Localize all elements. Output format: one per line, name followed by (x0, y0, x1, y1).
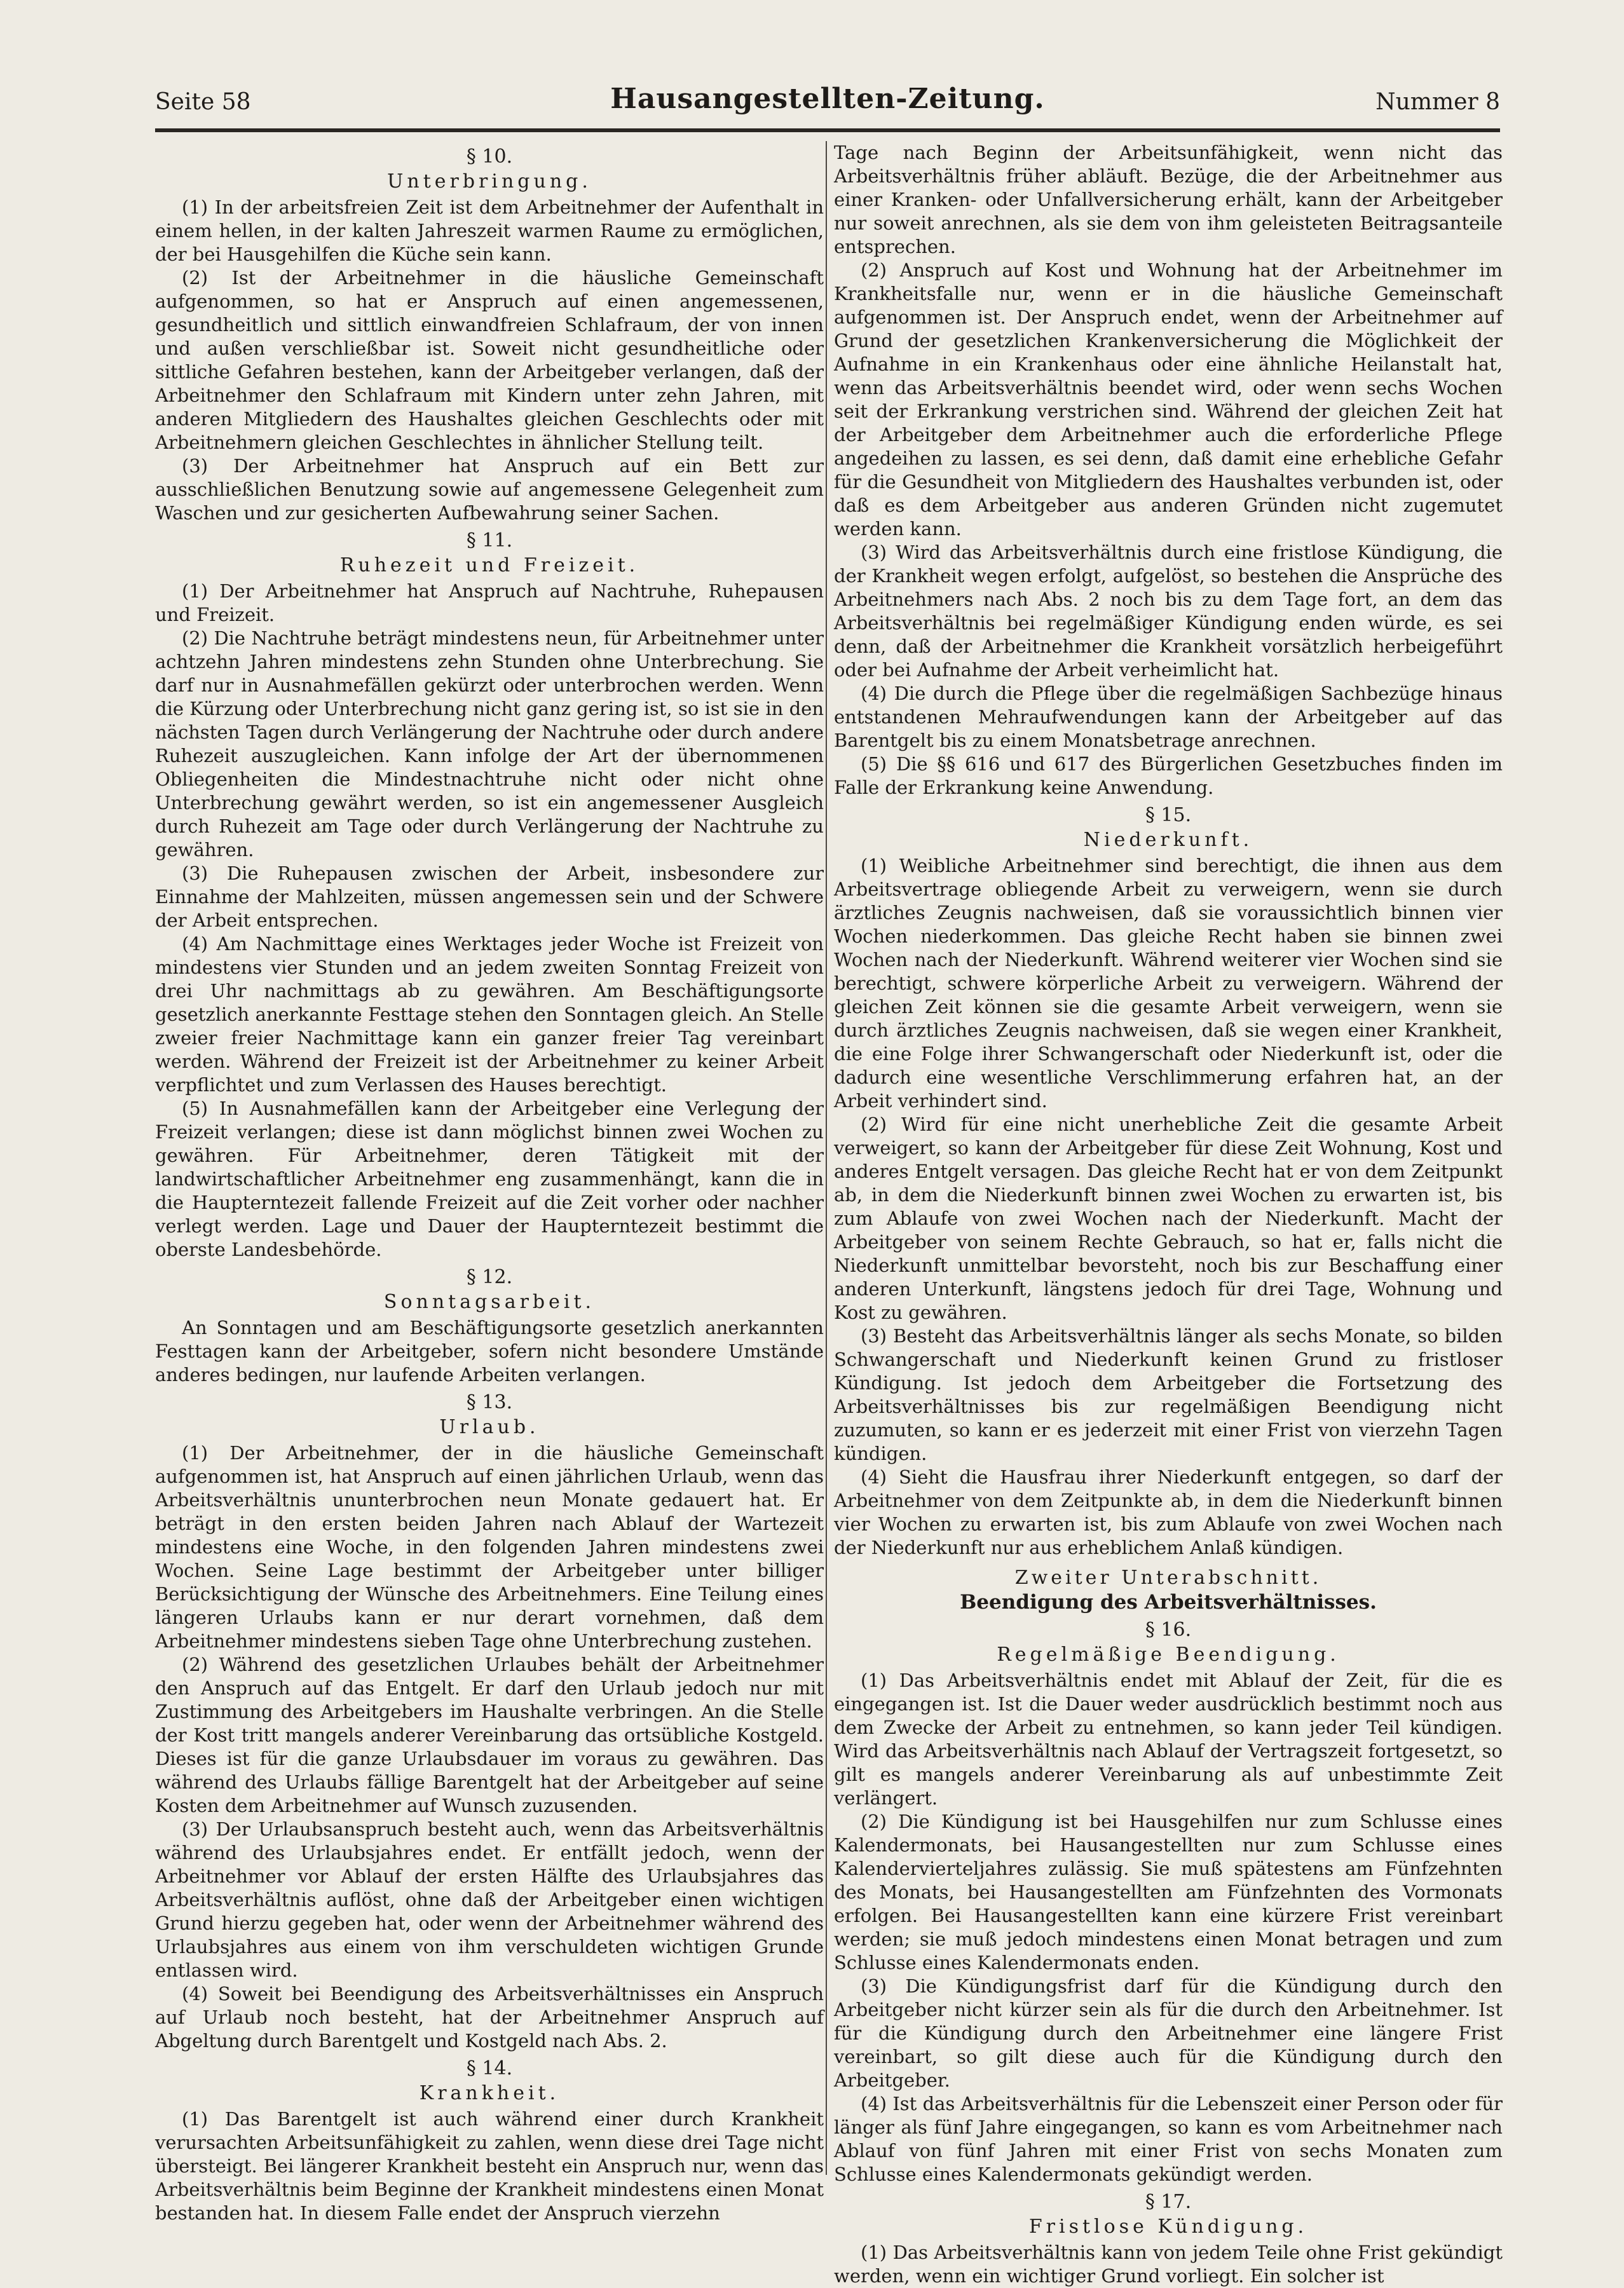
section-11-paragraph-5: (5) In Ausnahmefällen kann der Arbeitgeber eine Verlegung der Freizeit verlangen; diese ist dann möglichst binnen zwei Wochen zu gewähren. Für Arbeitnehmer, deren Tätigkeit mit der landwirtschaftlicher Arbeitnehmer eng zusammenhängt, kann die in die Haupterntezeit fallende Freizeit auf die Zeit vorher oder nachher verlegt werden. Lage und Dauer der Haupterntezeit bestimmt die oberste Landesbehörde. (155, 1098, 824, 1260)
section-17-title: Fristlose Kündigung. (1028, 2216, 1308, 2238)
section-15-title: Niederkunft. (1083, 829, 1253, 851)
section-14-paragraph-2: (2) Anspruch auf Kost und Wohnung hat der Arbeitnehmer im Krankheitsfalle nur, wenn er in die häusliche Gemeinschaft aufgenommen ist. Der Anspruch endet, wenn der Arbeitnehmer auf Grund der gesetzlichen Krankenversicherung die Möglichkeit der Aufnahme in ein Krankenhaus oder eine ähnliche Heilanstalt hat, wenn das Arbeitsverhältnis beendet wird, oder wenn sechs Wochen seit der Erkrankung verstrichen sind. Während der gleichen Zeit hat der Arbeitgeber dem Arbeitnehmer auch die erforderliche Pflege angedeihen zu lassen, es sei denn, daß damit eine erhebliche Gefahr für die Gesundheit von Mitgliedern des Haushaltes verbunden ist, oder daß es dem Arbeitgeber aus anderen Gründen nicht zugemutet werden kann. (834, 259, 1503, 540)
section-14-paragraph-4: (4) Die durch die Pflege über die regelmäßigen Sachbezüge hinaus entstandenen Mehraufwendungen kann der Arbeitgeber auf das Barentgelt bis zu einem Monatsbetrage anrechnen. (834, 683, 1503, 751)
section-15-number: § 15. (1145, 804, 1192, 826)
section-14-title: Krankheit. (419, 2082, 560, 2104)
section-16-number: § 16. (1145, 1619, 1192, 1641)
section-15-paragraph-4: (4) Sieht die Hausfrau ihrer Niederkunft entgegen, so darf der Arbeitnehmer von dem Zeitpunkte ab, in dem die Niederkunft binnen vier Wochen zu erwarten ist, bis zum Ablaufe von zwei Wochen nach der Niederkunft nur aus erheblichem Anlaß kündigen. (834, 1466, 1503, 1558)
section-15-paragraph-2: (2) Wird für eine nicht unerhebliche Zeit die gesamte Arbeit verweigert, so kann der Arbeitgeber für diese Zeit Wohnung, Kost und anderes Entgelt versagen. Das gleiche Recht hat er von dem Zeitpunkt ab, in dem die Niederkunft binnen zwei Wochen zu erwarten ist, bis zum Ablaufe von zwei Wochen nach der Niederkunft. Macht der Arbeitgeber von seinem Rechte Gebrauch, so hat er, falls nicht die Niederkunft unmittelbar bevorsteht, noch bis zur Beschaffung einer anderen Unterkunft, längstens jedoch für drei Tage, Wohnung und Kost zu gewähren. (834, 1113, 1503, 1323)
section-14-paragraph-5: (5) Die §§ 616 und 617 des Bürgerlichen Gesetzbuches finden im Falle der Erkrankung keine Anwendung. (834, 753, 1503, 798)
section-17-number: § 17. (1145, 2191, 1192, 2213)
section-11-paragraph-1: (1) Der Arbeitnehmer hat Anspruch auf Nachtruhe, Ruhepausen und Freizeit. (155, 580, 824, 625)
section-13-paragraph-4: (4) Soweit bei Beendigung des Arbeitsverhältnisses ein Anspruch auf Urlaub noch besteht, hat der Arbeitnehmer Anspruch auf Abgeltung durch Barentgelt und Kostgeld nach Abs. 2. (155, 1983, 824, 2052)
header-rule (155, 128, 1500, 132)
section-17-paragraph-1: (1) Das Arbeitsverhältnis kann von jedem Teile ohne Frist gekündigt werden, wenn ein wichtiger Grund vorliegt. Ein solcher ist (834, 2242, 1503, 2287)
page-number: Seite 58 (155, 89, 251, 115)
masthead-title: Hausangestellten-Zeitung. (610, 83, 1045, 115)
page-header (155, 81, 1500, 119)
section-11-paragraph-3: (3) Die Ruhepausen zwischen der Arbeit, insbesondere zur Einnahme der Mahlzeiten, müssen angemessen sein und der Schwere der Arbeit entsprechen. (155, 862, 824, 931)
section-16-title: Regelmäßige Beendigung. (997, 1644, 1340, 1666)
section-10-paragraph-1: (1) In der arbeitsfreien Zeit ist dem Arbeitnehmer der Aufenthalt in einem hellen, in der kalten Jahreszeit warmen Raume zu ermöglichen, der bei Hausgehilfen die Küche sein kann. (155, 196, 824, 265)
section-11-paragraph-2: (2) Die Nachtruhe beträgt mindestens neun, für Arbeitnehmer unter achtzehn Jahren mindestens zehn Stunden ohne Unterbrechung. Sie darf nur in Ausnahmefällen gekürzt oder unterbrochen werden. Wenn die Kürzung oder Unterbrechung nicht ganz gering ist, so ist sie in den nächsten Tagen durch Verlängerung der Nachtruhe oder durch andere Ruhezeit auszugleichen. Kann infolge der Art der übernommenen Obliegenheiten die Mindestnachtruhe nicht oder nicht ohne Unterbrechung gewährt werden, so ist ein angemessener Ausgleich durch Ruhezeit am Tage oder durch Verlängerung der Nachtruhe zu gewähren. (155, 627, 824, 861)
section-13-title: Urlaub. (439, 1416, 540, 1438)
issue-number: Nummer 8 (1375, 89, 1500, 115)
section-13-paragraph-2: (2) Während des gesetzlichen Urlaubes behält der Arbeitnehmer den Anspruch auf das Entgelt. Er darf den Urlaub jedoch nur mit Zustimmung des Arbeitgebers im Haushalte verbringen. An die Stelle der Kost tritt mangels anderer Vereinbarung das ortsübliche Kostgeld. Dieses ist für die ganze Urlaubsdauer im voraus zu gewähren. Das während des Urlaubs fällige Barentgelt hat der Arbeitgeber auf seine Kosten dem Arbeitnehmer auf Wunsch zuzusenden. (155, 1654, 824, 1816)
section-10-title: Unterbringung. (387, 170, 592, 193)
section-11-paragraph-4: (4) Am Nachmittage eines Werktages jeder Woche ist Freizeit von mindestens vier Stunden und an jedem zweiten Sonntag Freizeit von drei Uhr nachmittags ab zu gewähren. Am Beschäftigungsorte gesetzlich anerkannte Festtage stehen den Sonntagen gleich. An Stelle zweier freier Nachmittage kann ein ganzer freier Tag vereinbart werden. Während der Freizeit ist der Arbeitnehmer zu keiner Arbeit verpflichtet und zum Verlassen des Hauses berechtigt. (155, 933, 824, 1096)
section-12-number: § 12. (466, 1266, 513, 1288)
right-column (834, 141, 1503, 2287)
section-13-paragraph-3: (3) Der Urlaubsanspruch besteht auch, wenn das Arbeitsverhältnis während des Urlaubsjahres endet. Er entfällt jedoch, wenn der Arbeitnehmer vor Ablauf der ersten Hälfte des Urlaubsjahres das Arbeitsverhältnis auflöst, ohne daß der Arbeitgeber einen wichtigen Grund hierzu gegeben hat, oder wenn der Arbeitnehmer während des Urlaubsjahres aus einem von ihm verschuldeten wichtigen Grunde entlassen wird. (155, 1818, 824, 1981)
section-12-paragraph-1: An Sonntagen und am Beschäftigungsorte gesetzlich anerkannten Festtagen kann der Arbeitgeber, sofern nicht besondere Umstände anderes bedingen, nur laufende Arbeiten verlangen. (155, 1317, 824, 1386)
section-11-number: § 11. (466, 529, 513, 552)
section-12-title: Sonntagsarbeit. (383, 1291, 596, 1313)
section-15-paragraph-1: (1) Weibliche Arbeitnehmer sind berechtigt, die ihnen aus dem Arbeitsvertrage obliegende Arbeit zu verweigern, wenn sie durch ärztliches Zeugnis nachweisen, daß sie voraussichtlich binnen vier Wochen niederkommen. Das gleiche Recht haben sie binnen zwei Wochen nach der Niederkunft. Während weiterer vier Wochen sind sie berechtigt, schwere körperliche Arbeit zu verweigern. Während der gleichen Zeit können sie die gesamte Arbeit verweigern, wenn sie durch ärztliches Zeugnis nachweisen, daß sie wegen einer Krankheit, die eine Folge ihrer Schwangerschaft oder Niederkunft ist, oder die dadurch eine wesentliche Verschlimmerung erfahren hat, an der Arbeit verhindert sind. (834, 855, 1503, 1112)
section-14-paragraph-1-continued: Tage nach Beginn der Arbeitsunfähigkeit, wenn nicht das Arbeitsverhältnis früher abläuft. Bezüge, die der Arbeitnehmer aus einer Kranken- oder Unfallversicherung erhält, kann der Arbeitgeber nur soweit anrechnen, als sie dem von ihm geleisteten Beitragsanteile entsprechen. (834, 142, 1503, 257)
subsection-heading: Zweiter Unterabschnitt. (1014, 1567, 1322, 1589)
section-16-paragraph-2: (2) Die Kündigung ist bei Hausgehilfen nur zum Schlusse eines Kalendermonats, bei Hausangestellten nur zum Schlusse eines Kalendervierteljahres zulässig. Sie muß spätestens am Fünfzehnten des Monats, bei Hausangestellten am Fünfzehnten des Vormonats erfolgen. Bei Hausangestellten kann eine kürzere Frist vereinbart werden; sie muß jedoch mindestens einen Monat betragen und zum Schlusse eines Kalendermonats enden. (834, 1811, 1503, 1973)
section-16-paragraph-1: (1) Das Arbeitsverhältnis endet mit Ablauf der Zeit, für die es eingegangen ist. Ist die Dauer weder ausdrücklich bestimmt noch aus dem Zwecke der Arbeit zu entnehmen, so kann jeder Teil kündigen. Wird das Arbeitsverhältnis nach Ablauf der Vertragszeit fortgesetzt, so gilt es mangels anderer Vereinbarung als auf unbestimmte Zeit verlängert. (834, 1670, 1503, 1809)
section-14-paragraph-1: (1) Das Barentgelt ist auch während einer durch Krankheit verursachten Arbeitsunfähigkeit zu zahlen, wenn diese drei Tage nicht übersteigt. Bei längerer Krankheit besteht ein Anspruch nur, wenn das Arbeitsverhältnis beim Beginne der Krankheit mindestens einen Monat bestanden hat. In diesem Falle endet der Anspruch vierzehn (155, 2108, 824, 2224)
section-16-paragraph-4: (4) Ist das Arbeitsverhältnis für die Lebenszeit einer Person oder für länger als fünf Jahre eingegangen, so kann es vom Arbeitnehmer nach Ablauf von fünf Jahren mit einer Frist von sechs Monaten zum Schlusse eines Kalendermonats gekündigt werden. (834, 2093, 1503, 2185)
column-divider (826, 141, 827, 2175)
section-14-paragraph-3: (3) Wird das Arbeitsverhältnis durch eine fristlose Kündigung, die der Krankheit wegen erfolgt, aufgelöst, so bestehen die Ansprüche des Arbeitnehmers nach Abs. 2 noch bis zu dem Tage fort, an dem das Arbeitsverhältnis bei regelmäßiger Kündigung enden würde, es sei denn, daß der Arbeitnehmer die Krankheit vorsätzlich herbeigeführt oder bei Aufnahme der Arbeit verheimlicht hat. (834, 541, 1503, 681)
section-13-paragraph-1: (1) Der Arbeitnehmer, der in die häusliche Gemeinschaft aufgenommen ist, hat Anspruch auf einen jährlichen Urlaub, wenn das Arbeitsverhältnis ununterbrochen neun Monate gedauert hat. Er beträgt in den ersten beiden Jahren nach Ablauf der Wartezeit mindestens eine Woche, in den folgenden Jahren mindestens zwei Wochen. Seine Lage bestimmt der Arbeitgeber unter billiger Berücksichtigung der Wünsche des Arbeitnehmers. Eine Teilung eines längeren Urlaubs kann er nur derart vornehmen, daß dem Arbeitnehmer mindestens sieben Tage ohne Unterbrechung zustehen. (155, 1442, 824, 1652)
section-15-paragraph-3: (3) Besteht das Arbeitsverhältnis länger als sechs Monate, so bilden Schwangerschaft und Niederkunft keinen Grund zu fristloser Kündigung. Ist jedoch dem Arbeitgeber die Fortsetzung des Arbeitsverhältnisses bis zur regelmäßigen Beendigung nicht zuzumuten, so kann er es jederzeit mit einer Frist von vierzehn Tagen kündigen. (834, 1325, 1503, 1464)
section-10-number: § 10. (466, 146, 513, 168)
section-11-title: Ruhezeit und Freizeit. (339, 554, 639, 576)
section-16-paragraph-3: (3) Die Kündigungsfrist darf für die Kündigung durch den Arbeitgeber nicht kürzer sein als für die durch den Arbeitnehmer. Ist für die Kündigung durch den Arbeitnehmer eine längere Frist vereinbart, so gilt diese auch für die Kündigung durch den Arbeitgeber. (834, 1975, 1503, 2091)
section-10-paragraph-3: (3) Der Arbeitnehmer hat Anspruch auf ein Bett zur ausschließlichen Benutzung sowie auf angemessene Gelegenheit zum Waschen und zur gesicherten Aufbewahrung seiner Sachen. (155, 455, 824, 524)
section-13-number: § 13. (466, 1391, 513, 1413)
subsection-subtitle: Beendigung des Arbeitsverhältnisses. (960, 1591, 1377, 1614)
section-10-paragraph-2: (2) Ist der Arbeitnehmer in die häusliche Gemeinschaft aufgenommen, so hat er Anspruch auf einen angemessenen, gesundheitlich und sittlich einwandfreien Schlafraum, der von innen und außen verschließbar ist. Soweit nicht gesundheitliche oder sittliche Gefahren bestehen, kann der Arbeitgeber verlangen, daß der Arbeitnehmer den Schlafraum mit Kindern unter zehn Jahren, mit anderen Mitgliedern des Haushaltes gleichen Geschlechts oder mit Arbeitnehmern gleichen Geschlechtes in ähnlicher Stellung teilt. (155, 267, 824, 453)
left-column (155, 141, 824, 2224)
section-14-number: § 14. (466, 2057, 513, 2080)
